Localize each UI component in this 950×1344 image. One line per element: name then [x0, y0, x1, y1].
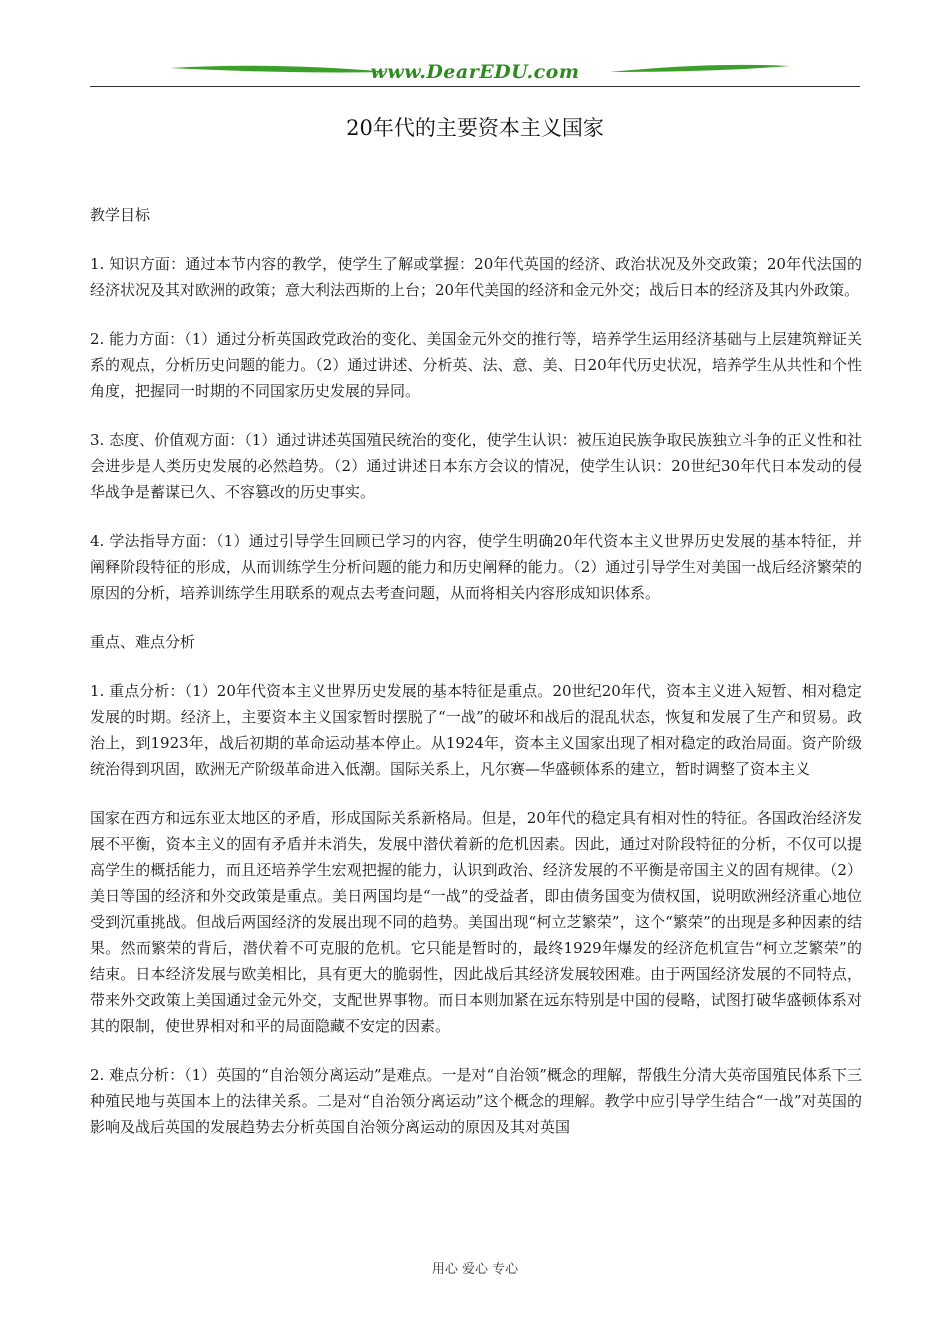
site-logo[interactable]: www.DearEDU.com: [370, 61, 580, 83]
document-body: [90, 202, 862, 1162]
paragraph-attitude: 3. 态度、价值观方面：（1）通过讲述英国殖民统治的变化，使学生认识：被压迫民族争取民族独立斗争的正义性和社会进步是人类历史发展的必然趋势。（2）通过讲述日本东方会议的情况，使学生认识：20世纪30年代日本发动的侵华战争是蓄谋已久、不容篡改的历史事实。: [90, 431, 862, 501]
paragraph-ability: 2. 能力方面：（1）通过分析英国政党政治的变化、美国金元外交的推行等，培养学生运用经济基础与上层建筑辩证关系的观点，分析历史问题的能力。（2）通过讲述、分析英、法、意、美、日20年代历史状况，培养学生从共性和个性角度，把握同一时期的不同国家历史发展的异同。: [90, 330, 862, 400]
paragraph-key-analysis-continued: 国家在西方和远东亚太地区的矛盾，形成国际关系新格局。但是，20年代的稳定具有相对性的特征。各国政治经济发展不平衡，资本主义的固有矛盾并未消失，发展中潜伏着新的危机因素。因此，通过对阶段特征的分析，不仅可以提高学生的概括能力，而且还培养学生宏观把握的能力，认识到政治、经济发展的不平衡是帝国主义的固有规律。（2）美日等国的经济和外交政策是重点。美日两国均是“一战”的受益者，即由债务国变为债权国，说明欧洲经济重心地位受到沉重挑战。但战后两国经济的发展出现不同的趋势。美国出现“柯立芝繁荣”，这个“繁荣”的出现是多种因素的结果。然而繁荣的背后，潜伏着不可克服的危机。它只能是暂时的，最终1929年爆发的经济危机宣告“柯立芝繁荣”的结束。日本经济发展与欧美相比，具有更大的脆弱性，因此战后其经济发展较困难。由于两国经济发展的不同特点，带来外交政策上美国通过金元外交，支配世界事物。而日本则加紧在远东特别是中国的侵略，试图打破华盛顿体系对其的限制，使世界相对和平的局面隐藏不安定的因素。: [90, 809, 862, 1035]
paragraph-difficulty-analysis: 2. 难点分析：（1）英国的“自治领分离运动”是难点。一是对“自治领”概念的理解，帮俄生分清大英帝国殖民体系下三种殖民地与英国本上的法律关系。二是对“自治领分离运动”这个概念的理解。教学中应引导学生结合“一战”对英国的影响及战后英国的发展趋势去分析英国自治领分离运动的原因及其对英国: [90, 1066, 862, 1136]
paragraph-knowledge: 1. 知识方面：通过本节内容的教学，使学生了解或掌握：20年代英国的经济、政治状况及外交政策；20年代法国的经济状况及其对欧洲的政策；意大利法西斯的上台；20年代美国的经济和金元外交；战后日本的经济及其内外政策。: [90, 255, 862, 299]
section-heading-objectives: 教学目标: [90, 206, 151, 224]
paragraph-method: 4. 学法指导方面：（1）通过引导学生回顾已学习的内容，使学生明确20年代资本主义世界历史发展的基本特征，并阐释阶段特征的形成，从而训练学生分析问题的能力和历史阐释的能力。（2）通过引导学生对美国一战后经济繁荣的原因的分析，培养训练学生用联系的观点去考查问题，从而将相关内容形成知识体系。: [90, 532, 862, 602]
header-divider: [90, 86, 860, 87]
paragraph-key-analysis: 1. 重点分析：（1）20年代资本主义世界历史发展的基本特征是重点。20世纪20年代，资本主义进入短暂、相对稳定发展的时期。经济上，主要资本主义国家暂时摆脱了“一战”的破坏和战后的混乱状态，恢复和发展了生产和贸易。政治上，到1923年，战后初期的革命运动基本停止。从1924年，资本主义国家出现了相对稳定的政治局面。资产阶级统治得到巩固，欧洲无产阶级革命进入低潮。国际关系上，凡尔赛—华盛顿体系的建立，暂时调整了资本主义: [90, 682, 862, 778]
page-footer: 用心 爱心 专心: [431, 1262, 519, 1277]
document-title: 20年代的主要资本主义国家: [346, 116, 604, 140]
section-heading-key-points: 重点、难点分析: [90, 633, 196, 651]
page-header: [90, 58, 860, 92]
